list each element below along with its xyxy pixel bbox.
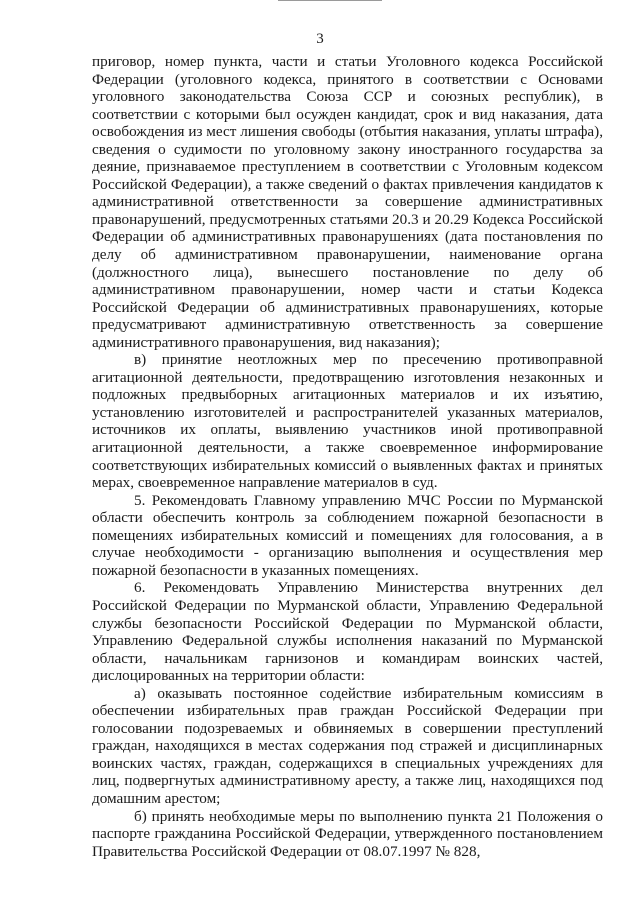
paragraph-item-b: б) принять необходимые меры по выполнению пункта 21 Положения о паспорте гражданина Российской Федерации, утвержденного постановлением Правительства Российской Федерации от 08.07.1997 № 828, <box>92 807 603 860</box>
page-number: 3 <box>316 31 324 47</box>
paragraph-point-6: 6. Рекомендовать Управлению Министерства внутренних дел Российской Федерации по Мурманской области, Управлению Федеральной службы безопасности Российской Федерации по Мурманской области, Управлению Федеральной службы исполнения наказаний по Мурманской области, начальникам гарнизонов и командирам воинских частей, дислоцированных на территории области: <box>92 579 603 685</box>
document-body <box>92 53 603 860</box>
paragraph-point-5: 5. Рекомендовать Главному управлению МЧС России по Мурманской области обеспечить контроль за соблюдением пожарной безопасности в помещениях избирательных комиссий и помещениях для голосования, а в случае необходимости - организацию выполнения и осуществления мер пожарной безопасности в указанных помещениях. <box>92 491 603 579</box>
paragraph-continuation: приговор, номер пункта, части и статьи Уголовного кодекса Российской Федерации (уголовного кодекса, принятого в соответствии с Основами уголовного законодательства Союза ССР и союзных республик), в соответствии с которыми был осужден кандидат, срок и вид наказания, дата освобождения из мест лишения свободы (отбытия наказания, уплаты штрафа), сведения о судимости по уголовному закону иностранного государства за деяние, признаваемое преступлением в соответствии с Уголовным кодексом Российской Федерации), а также сведений о фактах привлечения кандидатов к административной ответственности за совершение административных правонарушений, предусмотренных статьями 20.3 и 20.29 Кодекса Российской Федерации об административных правонарушениях (дата постановления по делу об административном правонарушении, наименование органа (должностного лица), вынесшего постановление по делу об административном правонарушении, номер части и статьи Кодекса Российской Федерации об административных правонарушениях, которые предусматривают административную ответственность за совершение административного правонарушения, вид наказания); <box>92 53 603 351</box>
paragraph-item-v: в) принятие неотложных мер по пресечению противоправной агитационной деятельности, предотвращению изготовления незаконных и подложных предвыборных агитационных материалов и их изъятию, установлению изготовителей и распространителей указанных материалов, источников их оплаты, выявлению участников иной противоправной агитационной деятельности, а также своевременное информирование соответствующих избирательных комиссий о выявленных фактах и принятых мерах, своевременное направление материалов в суд. <box>92 351 603 492</box>
paragraph-item-a: а) оказывать постоянное содействие избирательным комиссиям в обеспечении избирательных прав граждан Российской Федерации при голосовании подозреваемых и обвиняемых в совершении преступлений граждан, находящихся в местах содержания под стражей и дисциплинарных воинских частях, граждан, содержащихся в специальных учреждениях для лиц, подвергнутых административному аресту, а также лиц, находящихся под домашним арестом; <box>92 684 603 807</box>
scan-edge-mark <box>278 0 382 1</box>
